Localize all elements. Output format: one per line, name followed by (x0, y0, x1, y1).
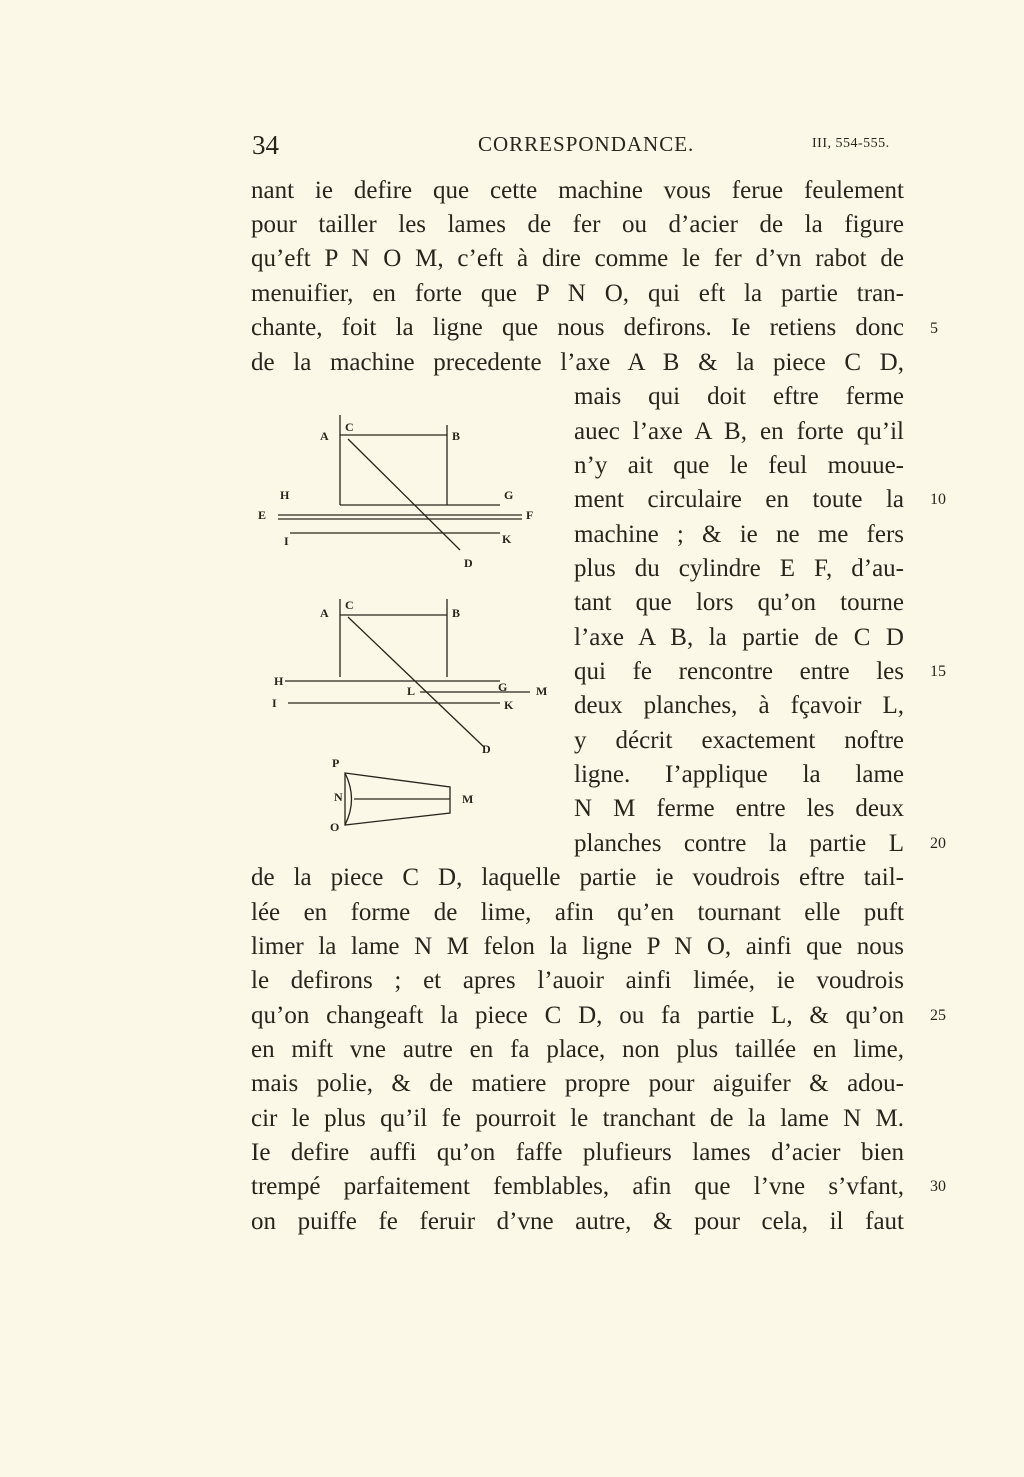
piece-cd-line (348, 617, 484, 747)
line-number: 30 (930, 1178, 946, 1195)
text-line: tant que lors qu’on tourne (574, 589, 904, 616)
line-number: 25 (930, 1007, 946, 1024)
text-line: en mift vne autre en fa place, non plus taillée en lime, (251, 1036, 904, 1063)
figure-label: B (452, 429, 461, 443)
page-number: 34 (252, 130, 279, 160)
figure-label: D (464, 556, 473, 570)
figure-label: K (502, 532, 512, 546)
text-line: deux planches, à fçavoir L, (574, 692, 904, 719)
text-line: N M ferme entre les deux (574, 795, 904, 822)
figure-label: F (526, 508, 534, 522)
text-line: chante, foit la ligne que nous defirons. Ie retiens donc (251, 314, 904, 341)
line-number: 5 (930, 320, 938, 337)
figure-label: O (330, 820, 340, 834)
text-line: pour tailler les lames de fer ou d’acier de la figure (251, 211, 904, 238)
text-line: mais polie, & de matiere propre pour aiguifer & adou- (251, 1070, 904, 1097)
text-line: de la piece C D, laquelle partie ie voudrois eftre tail- (251, 864, 904, 891)
machine-diagram-figure (250, 405, 550, 845)
figure-label: G (498, 680, 508, 694)
figure-label: A (320, 429, 329, 443)
figure-label: C (345, 598, 354, 612)
text-line: lée en forme de lime, afin qu’en tournant elle puft (251, 899, 904, 926)
text-line: machine ; & ie ne me fers (574, 521, 904, 548)
line-number: 10 (930, 491, 946, 508)
text-line: le defirons ; et apres l’auoir ainfi limée, ie voudrois (251, 967, 904, 994)
figure-label: K (504, 698, 514, 712)
text-line: auec l’axe A B, en forte qu’il (574, 418, 904, 445)
figure-label: E (258, 508, 267, 522)
text-line: on puiffe fe feruir d’vne autre, & pour cela, il faut (251, 1208, 904, 1235)
line-number: 20 (930, 835, 946, 852)
text-line: n’y ait que le feul mouue- (574, 452, 904, 479)
figure-label: G (504, 488, 514, 502)
text-line: qu’eft P N O M, c’eft à dire comme le fer d’vn rabot de (251, 245, 904, 272)
blade-edge (345, 773, 352, 825)
text-line: trempé parfaitement femblables, afin que l’vne s’vfant, (251, 1173, 904, 1200)
diagram-middle (272, 598, 547, 756)
figure-label: H (274, 674, 284, 688)
figure-label: M (462, 792, 474, 806)
figure-label: C (345, 420, 354, 434)
running-title: CORRESPONDANCE. (478, 132, 695, 156)
text-line: plus du cylindre E F, d’au- (574, 555, 904, 582)
figure-label: I (284, 534, 289, 548)
text-line: de la machine precedente l’axe A B & la piece C D, (251, 349, 904, 376)
text-line: planches contre la partie L (574, 830, 904, 857)
figure-label: M (536, 684, 548, 698)
figure-label: L (407, 684, 416, 698)
text-line: y décrit exactement noftre (574, 727, 904, 754)
text-line: nant ie defire que cette machine vous ferue feulement (251, 177, 904, 204)
figure-label: H (280, 488, 290, 502)
text-line: qu’on changeaft la piece C D, ou fa partie L, & qu’on (251, 1002, 904, 1029)
figure-label: D (482, 742, 491, 756)
text-line: l’axe A B, la partie de C D (574, 624, 904, 651)
text-line: ment circulaire en toute la (574, 486, 904, 513)
diagram-top (258, 415, 533, 570)
text-line: Ie defire auffi qu’on faffe plufieurs lames d’acier bien (251, 1139, 904, 1166)
figure-label: I (272, 696, 277, 710)
text-line: menuifier, en forte que P N O, qui eft la partie tran- (251, 280, 904, 307)
page-reference: III, 554-555. (812, 136, 890, 151)
figure-label: B (452, 606, 461, 620)
figure-label: A (320, 606, 329, 620)
figure-label: N (334, 790, 343, 804)
text-line: mais qui doit eftre ferme (574, 383, 904, 410)
text-line: cir le plus qu’il fe pourroit le tranchant de la lame N M. (251, 1105, 904, 1132)
text-line: limer la lame N M felon la ligne P N O, ainfi que nous (251, 933, 904, 960)
text-line: qui fe rencontre entre les (574, 658, 904, 685)
line-number: 15 (930, 663, 946, 680)
text-line: ligne. I’applique la lame (574, 761, 904, 788)
figure-label: P (332, 756, 340, 770)
diagram-blade (330, 756, 473, 834)
